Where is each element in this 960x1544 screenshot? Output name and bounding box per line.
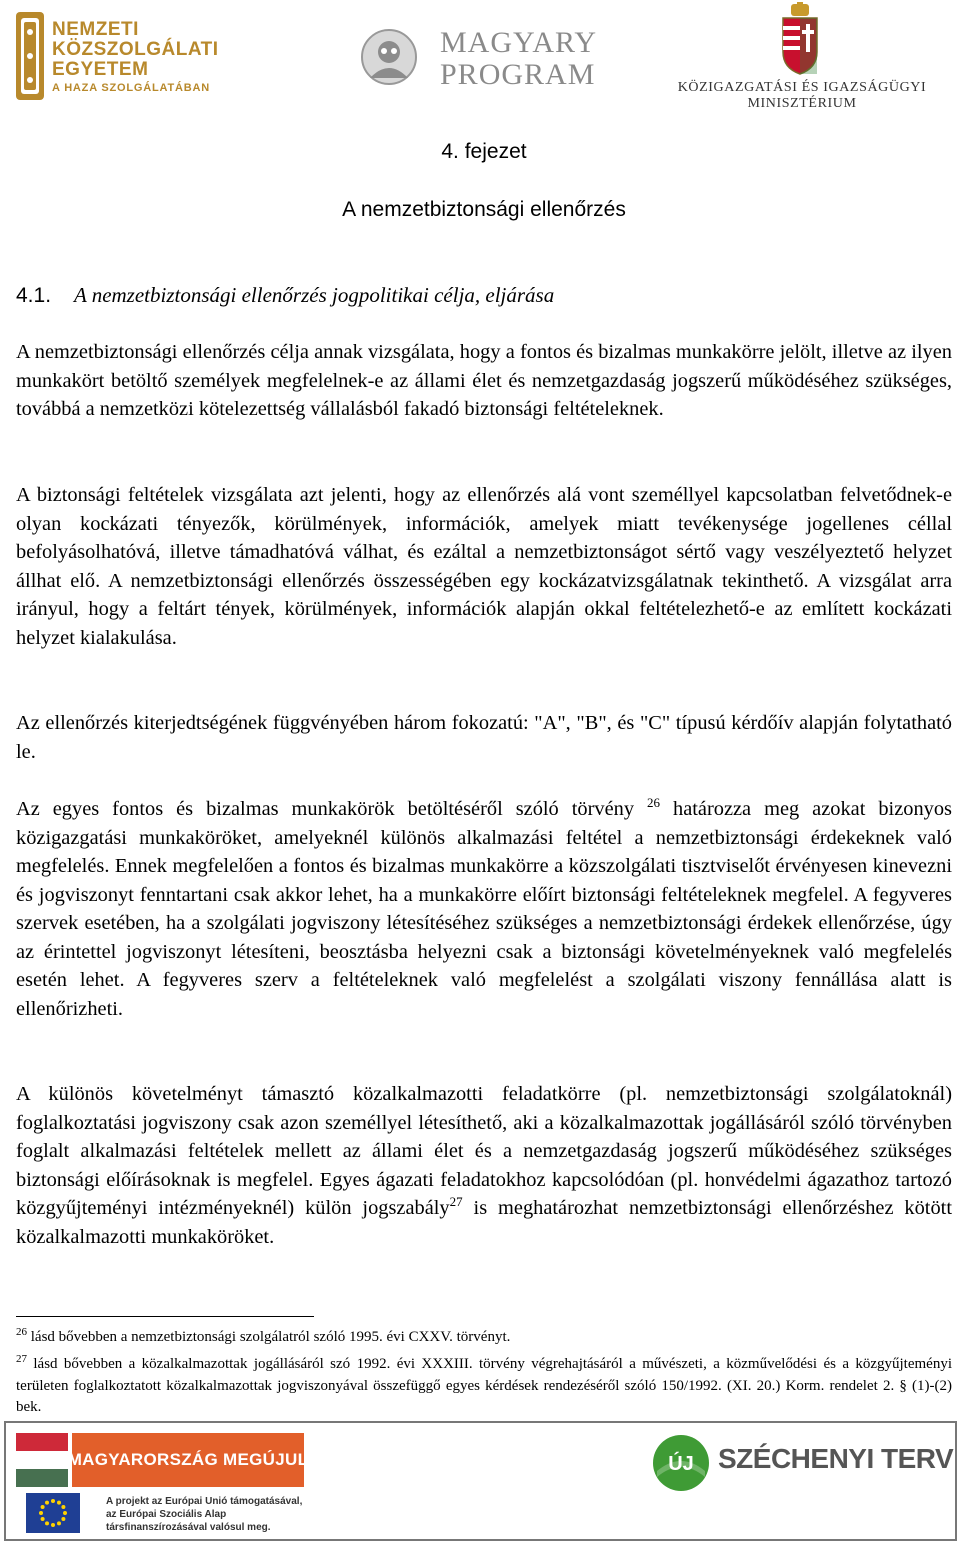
footnote-27 (16, 1354, 952, 1419)
paragraph-3: Az ellenőrzés kiterjedtségének függvényében három fokozatú: "A", "B", és "C" típusú kérdőív alapján folytatható le. (16, 712, 952, 763)
nke-logo (14, 8, 264, 108)
ministry-line-2: MINISZTÉRIUM (747, 96, 857, 111)
footnote-number: 26 (16, 1326, 27, 1338)
footnote-text: lásd bővebben a nemzetbiztonsági szolgálatról szóló 1995. évi CXXV. törvényt. (27, 1329, 511, 1345)
magyary-line-1: MAGYARY (440, 26, 598, 59)
eu-text-line-1: A projekt az Európai Unió támogatásával, (106, 1496, 303, 1507)
footnote-number: 27 (16, 1353, 27, 1365)
section-number: 4.1. (16, 284, 52, 307)
chapter-number: 4. fejezet (441, 140, 527, 163)
paragraph-4-text-a: Az egyes fontos és bizalmas munkakörök betöltéséről szóló törvény (16, 798, 648, 820)
section-heading (16, 283, 554, 308)
paragraph-5-text-b: is meghatározhat nemzetbiztonsági ellenőrzéshez kötött közalkalmazotti munkaköröket. (16, 1197, 952, 1248)
eu-flag-icon (26, 1493, 80, 1533)
section-title: A nemzetbiztonsági ellenőrzés jogpolitikai célja, eljárása (74, 283, 555, 307)
footnote-text: lásd bővebben a közalkalmazottak jogállásáról szó 1992. évi XXXIII. törvény végrehajtásáról a művészeti, a közművelődési és a közgyűjteményi területen foglalkoztatott közalkalmazottak jogviszonyával összefüggő egyes kérdések rendezéséről szóló 150/1992. (XI. 20.) Korm. rendelet 2. § (1)-(2) bek. (16, 1356, 952, 1415)
footnote-26 (16, 1327, 952, 1349)
paragraph-1: A nemzetbiztonsági ellenőrzés célja annak vizsgálata, hogy a fontos és bizalmas munkakörre jelölt, illetve az ilyen munkakört betöltő személyek megfelelnek-e az állami élet és nemzetgazdaság jogszerű működéséhez szükséges, továbbá a nemzetközi kötelezettség vállalásból fakadó biztonsági feltételeknek. (16, 341, 952, 420)
ministry-line-1: KÖZIGAZGATÁSI ÉS IGAZSÁGÜGYI (677, 80, 927, 95)
footnote-divider (16, 1316, 314, 1317)
paragraph-4-text-b: határozza meg azokat bizonyos közigazgatási munkaköröket, amelyeknél különös alkalmazási feltétel a nemzetbiztonsági érdekeknek való megfelelés. Ennek megfelelően a fontos és bizalmas munkakörre a közszolgálati tisztviselőt érvényesen kinevezni és jogviszonyt fenntartani csak akkor lehet, ha a munkakörre előírt biztonsági feltételeknek megfelel. A fegyveres szervek esetében, ha a szolgálati jogviszony létesítéséhez szükséges a nemzetbiztonsági érdekek ellenőrzése, úgy az érintettel jogviszonyt létesíteni, beosztásba helyezni csak a biztonsági követelményeknek való megfelelés esetén lehet. A fegyveres szerv a feltételeknek való megfelelést a szolgálati viszony fennállása alatt is ellenőrizheti. (16, 798, 952, 1020)
chapter-title: A nemzetbiztonsági ellenőrzés (342, 198, 626, 221)
szechenyi-terv-icon (651, 1433, 711, 1493)
footnote-ref-26[interactable]: 26 (647, 795, 661, 810)
nke-line-4: A HAZA SZOLGÁLATÁBAN (52, 82, 210, 94)
nke-line-1: NEMZETI (52, 19, 139, 40)
magyary-logo (360, 22, 598, 92)
ministry-logo (672, 2, 932, 114)
footnote-ref-27[interactable]: 27 (449, 1194, 463, 1209)
paragraph-5 (16, 1080, 952, 1251)
hungarian-flag-icon (16, 1433, 68, 1487)
nke-crest-icon (14, 8, 46, 104)
nke-line-2: KÖZSZOLGÁLATI (52, 39, 219, 60)
header-logos (0, 0, 960, 120)
eu-text-line-2: az Európai Szociális Alap (106, 1509, 227, 1520)
footer-logos (4, 1421, 957, 1541)
szechenyi-icon-label: ÚJ (668, 1453, 694, 1475)
paragraph-5-text-a: A különös követelményt támasztó közalkalmazotti feladatkörre (pl. nemzetbiztonsági szolgálatoknál) foglalkoztatási jogviszony csak azon személlyel létesíthető, aki a közalkalmazottak jogállásáról szóló törvényben foglalt alkalmazási feltételek mellett az állami élet és a nemzetgazdaság jogszerű működéséhez szükséges biztonsági előírásoknak is megfelel. Egyes ágazati feladatokhoz kapcsolódóan (pl. honvédelmi ágazathoz tartozó közgyűjteményi intézményeknél) külön jogszabály (16, 1083, 952, 1219)
portrait-icon (360, 28, 418, 86)
paragraph-4 (16, 795, 952, 1023)
magyarorszag-megujul-banner: MAGYARORSZÁG MEGÚJUL (72, 1433, 304, 1487)
eu-text-line-3: társfinanszírozásával valósul meg. (106, 1522, 271, 1533)
magyary-line-2: PROGRAM (440, 58, 596, 91)
eu-funding-text (106, 1495, 302, 1534)
szechenyi-terv-label: SZÉCHENYI TERV (718, 1443, 954, 1474)
nke-line-3: EGYETEM (52, 59, 149, 80)
coat-of-arms-icon (775, 2, 825, 76)
paragraph-2: A biztonsági feltételek vizsgálata azt jelenti, hogy az ellenőrzés alá vont személlyel kapcsolatban felvetődnek-e olyan kockázati tényezők, körülmények, információk, amelyek miatt tevékenysége jogellenes céllal befolyásolhatóvá, illetve támadhatóvá válhat, és ezáltal a nemzetbiztonságot sértő vagy veszélyeztető helyzet állhat elő. A nemzetbiztonsági ellenőrzés összességében egy kockázatvizsgálatnak tekinthető. A vizsgálat arra irányul, hogy a feltárt tények, körülmények, információk alapján okkal feltételezhető-e az említett kockázati helyzet kialakulása. (16, 484, 952, 649)
